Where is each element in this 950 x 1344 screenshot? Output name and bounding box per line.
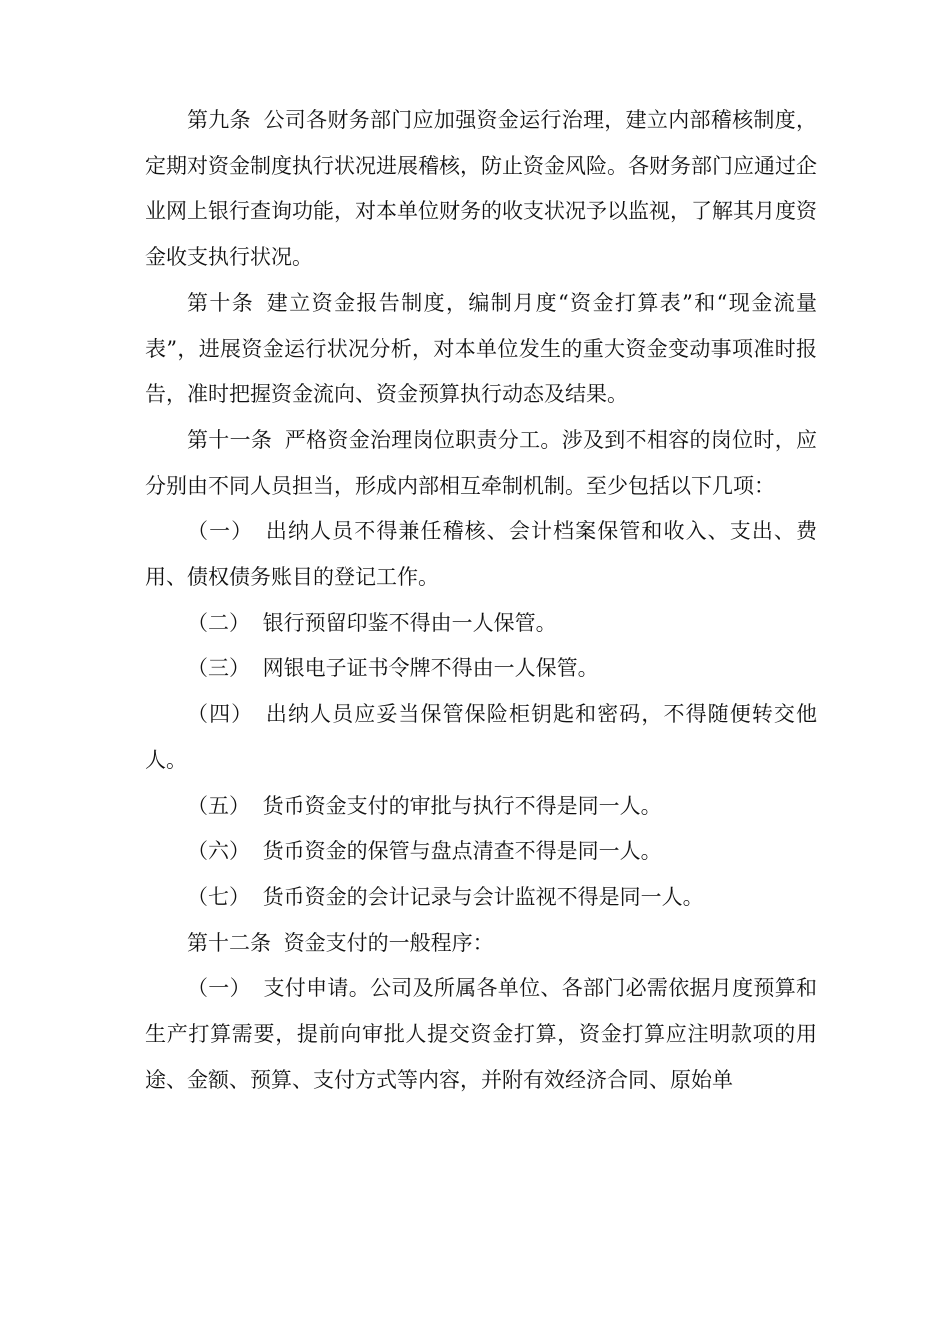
list-item-2: [145, 601, 817, 647]
document-page: [145, 98, 817, 1103]
item-label: （六）: [187, 839, 250, 864]
list-item-3: [145, 646, 817, 692]
article-label: 第十二条: [187, 930, 271, 955]
item-label: （二）: [187, 610, 250, 635]
procedure-item-1: [145, 966, 817, 1103]
article-text: 公司各财务部门应加强资金运行治理，建立内部稽核制度，定期对资金制度执行状况进展稽核，防止资金风险。各财务部门应通过企业网上银行查询功能，对本单位财务的收支状况予以监视，了解其月度资金收支执行状况。: [145, 108, 818, 270]
list-item-1: [145, 509, 817, 600]
article-9: [145, 98, 817, 281]
item-text: 出纳人员应妥当保管保险柜钥匙和密码，不得随便转交他人。: [145, 702, 818, 772]
item-label: （一）: [187, 519, 254, 544]
item-text: 出纳人员不得兼任稽核、会计档案保管和收入、支出、费用、债权债务账目的登记工作。: [145, 519, 818, 590]
item-text: 网银电子证书令牌不得由一人保管。: [262, 656, 599, 681]
article-11: [145, 418, 817, 509]
article-label: 第九条: [187, 108, 251, 132]
item-text: 银行预留印鉴不得由一人保管。: [262, 610, 557, 635]
item-label: （一）: [187, 976, 251, 1001]
item-label: （七）: [187, 884, 250, 909]
list-item-7: [145, 875, 817, 921]
article-text: 资金支付的一般程序：: [283, 930, 494, 955]
item-label: （四）: [187, 702, 254, 727]
item-text: 货币资金的会计记录与会计监视不得是同一人。: [262, 884, 704, 909]
list-item-6: [145, 829, 817, 875]
article-text: 建立资金报告制度，编制月度“资金打算表”和“现金流量表”，进展资金运行状况分析，对本单位发生的重大资金变动事项准时报告，准时把握资金流向、资金预算执行动态及结果。: [145, 290, 817, 407]
item-text: 货币资金支付的审批与执行不得是同一人。: [262, 793, 662, 818]
item-text: 货币资金的保管与盘点清查不得是同一人。: [262, 839, 662, 864]
item-label: （五）: [187, 793, 250, 818]
article-text: 严格资金治理岗位职责分工。涉及到不相容的岗位时，应分别由不同人员担当，形成内部相互牵制机制。至少包括以下几项：: [145, 427, 817, 498]
item-text: 支付申请。公司及所属各单位、各部门必需依据月度预算和生产打算需要，提前向审批人提交资金打算，资金打算应注明款项的用途、金额、预算、支付方式等内容，并附有效经济合同、原始单: [145, 976, 818, 1092]
list-item-4: [145, 692, 817, 783]
article-label: 第十一条: [187, 427, 273, 452]
article-label: 第十条: [187, 290, 255, 315]
article-10: [145, 281, 817, 418]
item-label: （三）: [187, 656, 250, 681]
article-12: [145, 921, 817, 967]
list-item-5: [145, 784, 817, 830]
